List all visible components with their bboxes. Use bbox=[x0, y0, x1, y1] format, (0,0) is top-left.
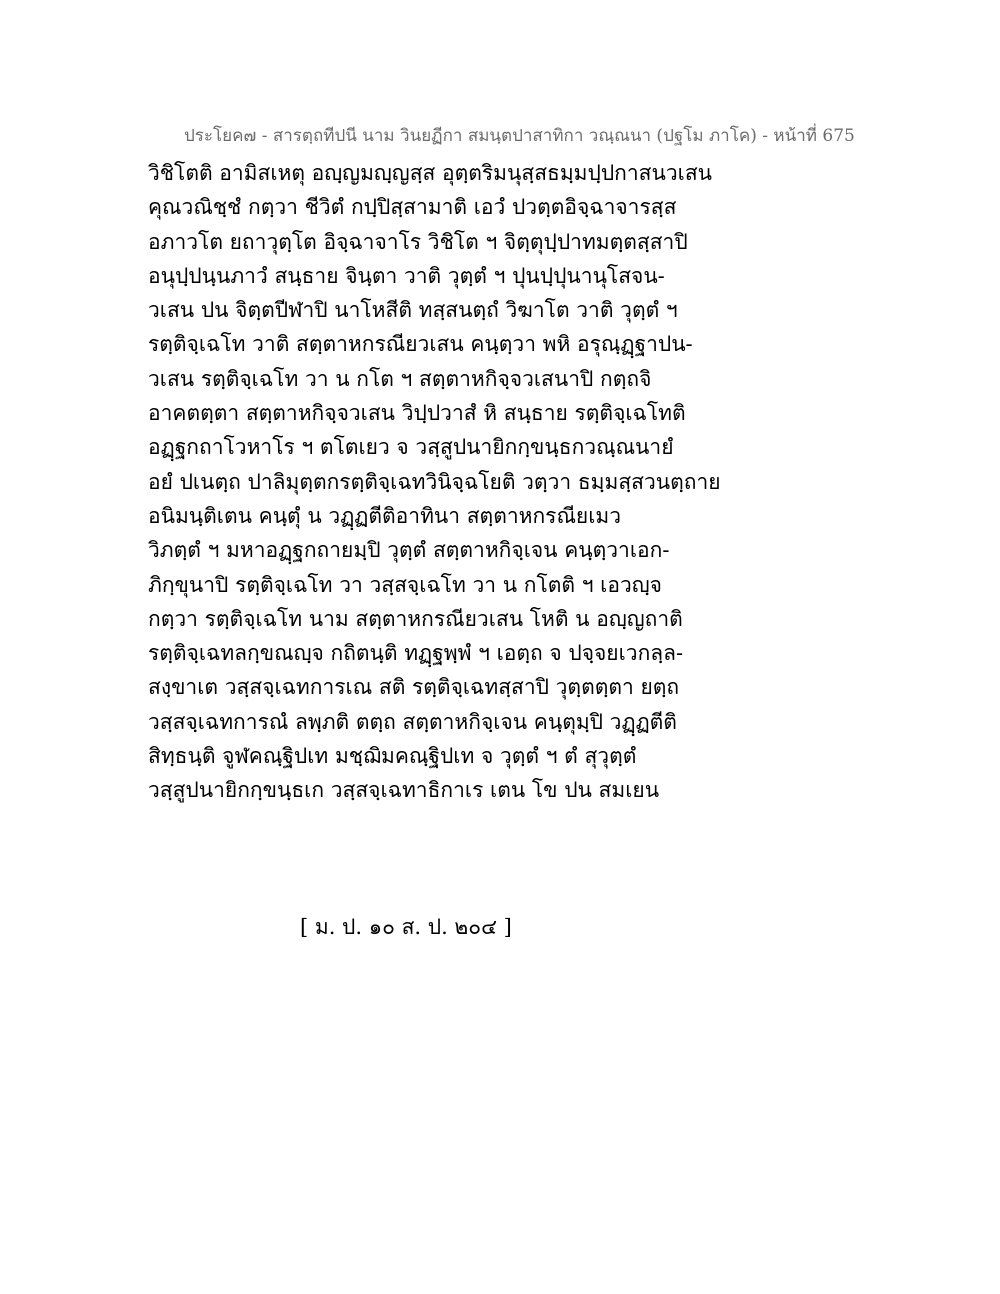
text-line: วิภตฺตํ ฯ มหาอฏฺฐกถายมฺปิ วุตฺตํ สตฺตาหกิจฺเจน คนฺตฺวาเอก- bbox=[148, 538, 670, 563]
text-line: อนุปฺปนฺนภาวํ สนฺธาย จินฺตา วาติ วุตฺตํ ฯ ปุนปฺปุนานุโสจน- bbox=[148, 263, 665, 288]
text-line: อฏฺฐกถาโวหาโร ฯ ตโตเยว จ วสฺสูปนายิกกฺขนฺธกวณฺณนายํ bbox=[148, 435, 674, 460]
body-text bbox=[148, 156, 721, 808]
text-line: อภาวโต ยถาวุตฺโต อิจฺฉาจาโร วิชิโต ฯ จิตฺตุปฺปาทมตฺตสฺสาปิ bbox=[148, 229, 688, 254]
text-line: อนิมนฺติเตน คนฺตุํ น วฏฺฏตีติอาทินา สตฺตาหกรณียเมว bbox=[148, 503, 622, 528]
text-line: วสฺสูปนายิกกฺขนฺธเก วสฺสจฺเฉทาธิกาเร เตน โข ปน สมเยน bbox=[148, 778, 660, 803]
running-header: ประโยค๗ - สารตฺถทีปนี นาม วินยฏีกา สมนฺตปาสาทิกา วณฺณนา (ปฐโม ภาโค) - หน้าที่ 675 bbox=[184, 126, 855, 146]
text-line: วสฺสจฺเฉทการณํ ลพฺภติ ตตฺถ สตฺตาหกิจฺเจน คนฺตุมฺปิ วฏฺฏตีติ bbox=[148, 709, 677, 734]
text-line: วิชิโตติ อามิสเหตุ อญฺญมญฺญสฺส อุตฺตริมนุสฺสธมฺมปฺปกาสนวเสน bbox=[148, 161, 712, 185]
text-line: สิทฺธนฺติ จูฬคณฺฐิปเท มชฺฌิมคณฺฐิปเท จ วุตฺตํ ฯ ตํ สุวุตฺตํ bbox=[148, 744, 637, 769]
text-line: ภิกฺขุนาปิ รตฺติจฺเฉโท วา วสฺสจฺเฉโท วา น กโตติ ฯ เอวญฺจ bbox=[148, 572, 662, 597]
text-line: สงฺขาเต วสฺสจฺเฉทการเณ สติ รตฺติจฺเฉทสฺสาปิ วุตฺตตฺตา ยตฺถ bbox=[148, 675, 680, 700]
page-reference: [ ม. ป. ๑๐ ส. ป. ๒๐๔ ] bbox=[300, 915, 512, 939]
text-line: อาคตตฺตา สตฺตาหกิจฺจวเสน วิปฺปวาสํ หิ สนฺธาย รตฺติจฺเฉโทติ bbox=[148, 401, 686, 426]
text-line: อยํ ปเนตฺถ ปาลิมุตฺตกรตฺติจฺเฉทวินิจฺฉโยติ วตฺวา ธมฺมสฺสวนตฺถาย bbox=[148, 469, 721, 494]
text-line: รตฺติจฺเฉทลกฺขณญฺจ กถิตนฺติ ทฏฺฐพฺพํ ฯ เอตฺถ จ ปจฺจยเวกลฺล- bbox=[148, 641, 684, 666]
text-line: คุณวณิชฺชํ กตฺวา ชีวิตํ กปฺปิสฺสามาติ เอวํ ปวตฺตอิจฺฉาจารสฺส bbox=[148, 195, 677, 220]
text-line: วเสน ปน จิตฺตปีฬาปิ นาโหสีติ ทสฺสนตฺถํ วิฆาโต วาติ วุตฺตํ ฯ bbox=[148, 298, 678, 323]
text-line: รตฺติจฺเฉโท วาติ สตฺตาหกรณียวเสน คนฺตฺวา พหิ อรุณฺฏฺฐาปน- bbox=[148, 332, 693, 357]
text-line: กตฺวา รตฺติจฺเฉโท นาม สตฺตาหกรณียวเสน โหติ น อญฺญถาติ bbox=[148, 606, 683, 631]
text-line: วเสน รตฺติจฺเฉโท วา น กโต ฯ สตฺตาหกิจฺจวเสนาปิ กตฺถจิ bbox=[148, 366, 652, 391]
